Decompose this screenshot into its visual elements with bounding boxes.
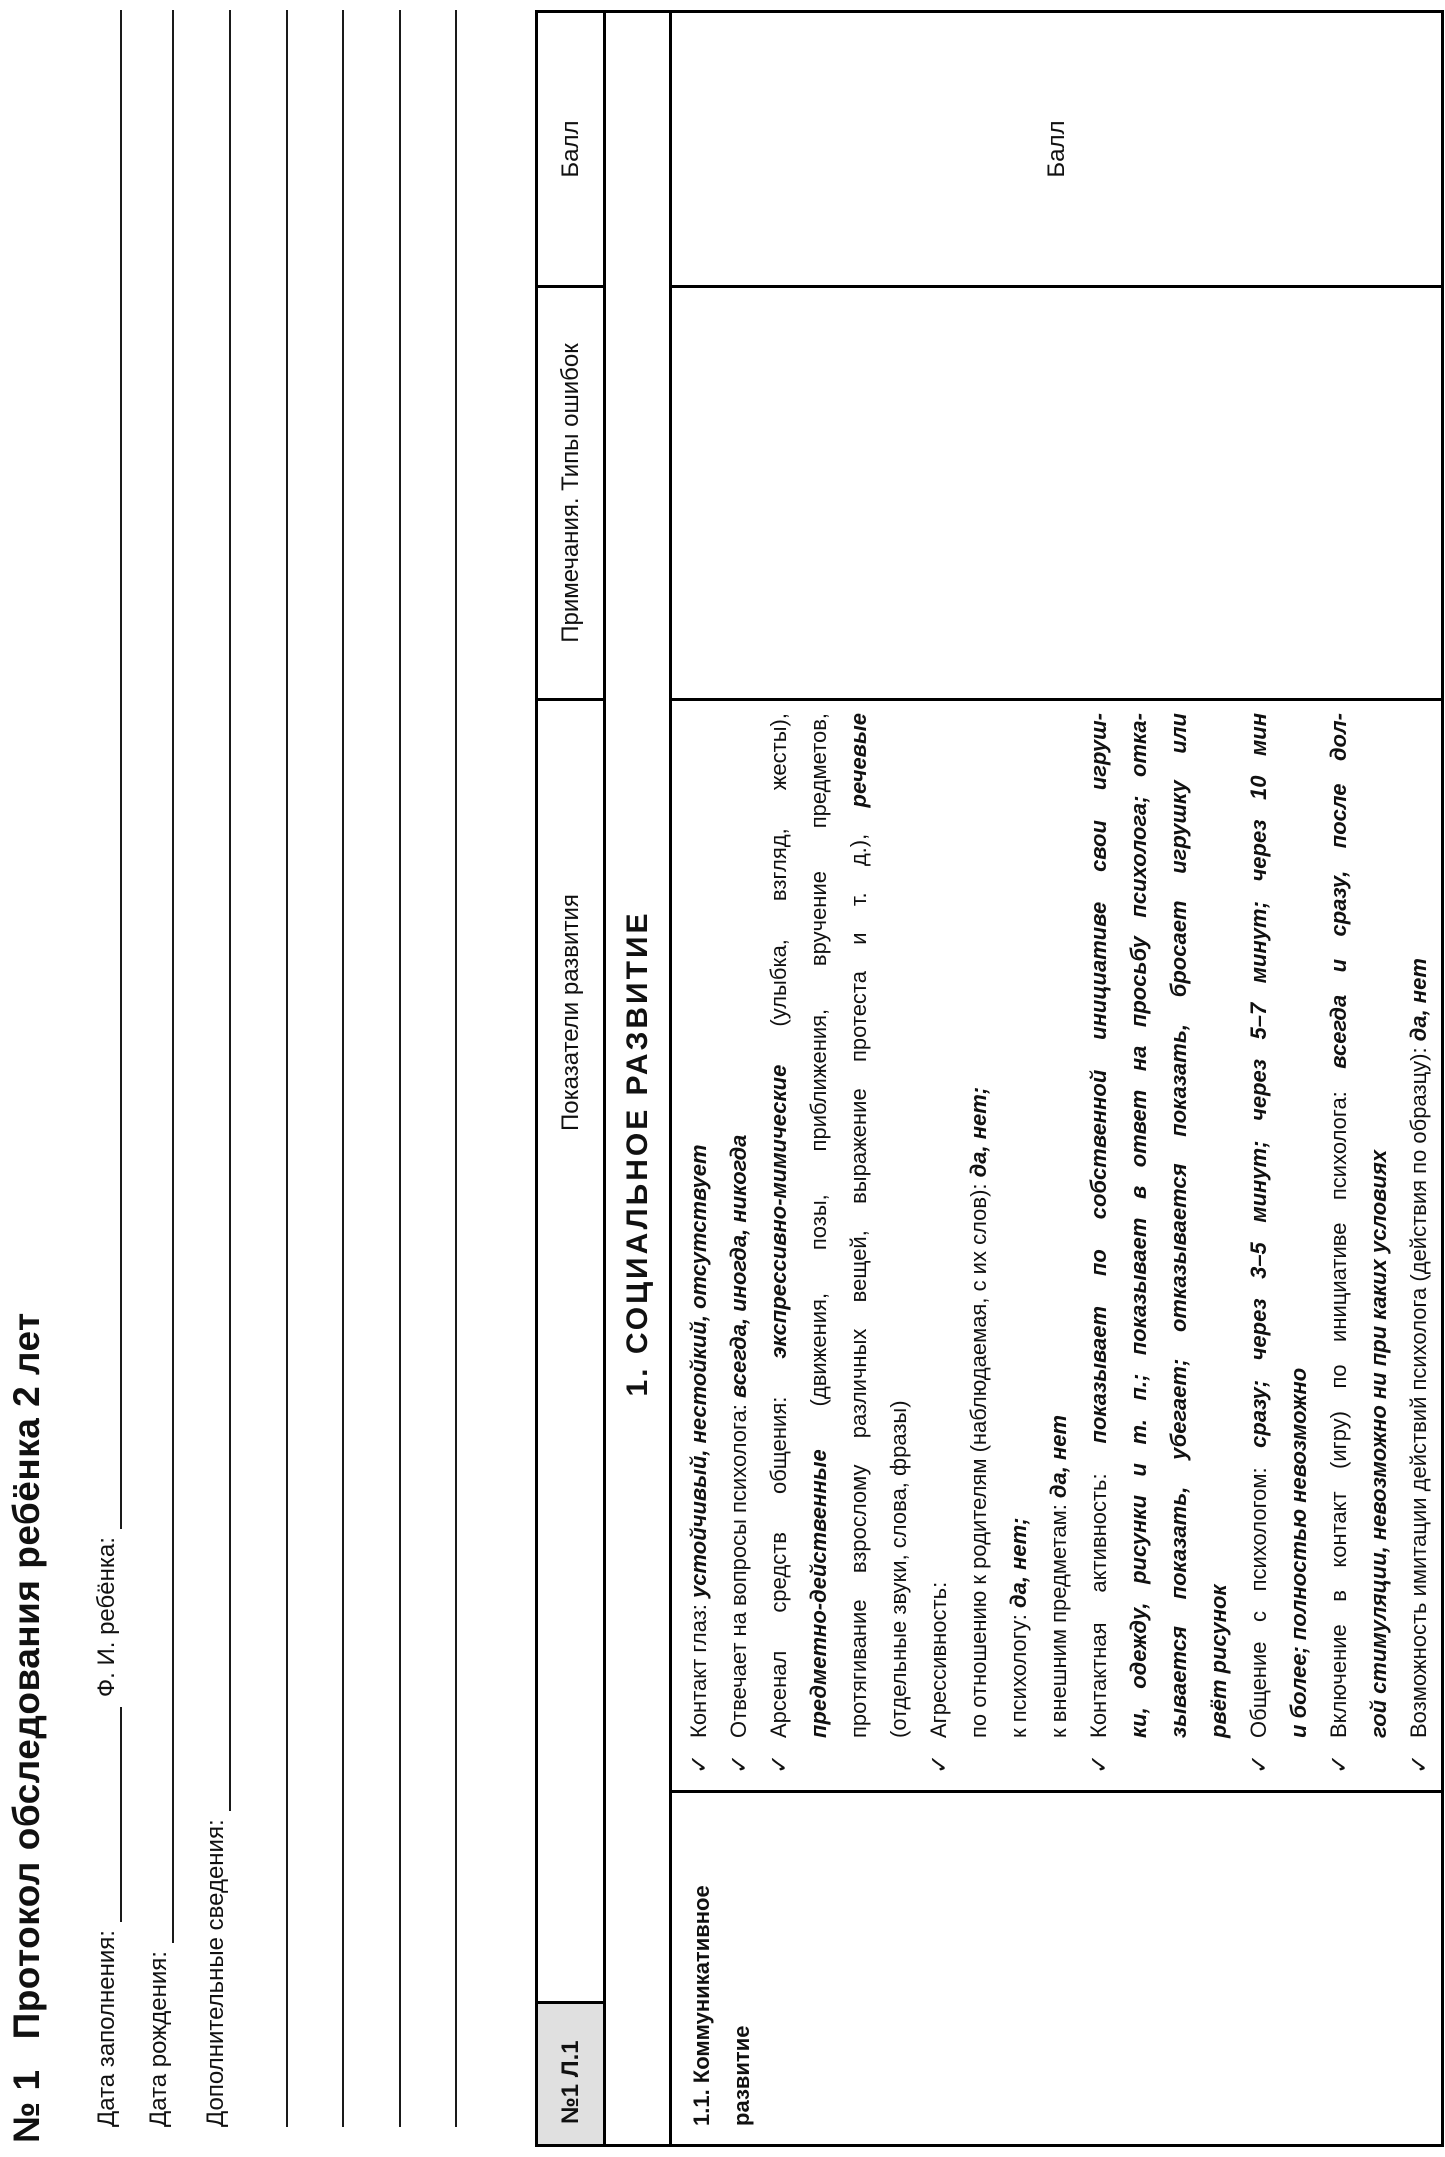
row-label: 1.1. Коммуникативное развитие (672, 1790, 1441, 2144)
check-icon: ✓ (1086, 1753, 1113, 1774)
check-icon: ✓ (766, 1753, 793, 1774)
line-text: к внешним предметам: (1046, 1498, 1071, 1738)
checklist-line (719, 713, 759, 1778)
page-title (6, 1312, 48, 2143)
section-title-row (606, 13, 672, 2144)
option-text-emphasis: да, нет; (966, 1086, 991, 1178)
header-cell-indicators: Показатели развития (538, 698, 603, 2001)
checklist-line (959, 713, 999, 1778)
protocol-title-text: Протокол обследования ребёнка 2 лет (6, 1312, 47, 2040)
line-text: Включение в контакт (игру) по инициативе психолога: (1326, 1068, 1351, 1738)
option-text-emphasis: да, нет (1046, 1414, 1071, 1499)
line-text: к психологу: (1006, 1607, 1031, 1738)
line-text: Агрессивность: (926, 1581, 951, 1738)
checklist (672, 698, 1441, 1790)
line-text: Отвечает на вопросы психолога: (726, 1397, 751, 1738)
checklist-line (1399, 713, 1439, 1778)
form-line-3 (197, 10, 231, 2127)
option-text-emphasis: речевые (846, 713, 871, 808)
check-icon: ✓ (1406, 1753, 1433, 1774)
line-text: Контакт глаз: (686, 1597, 711, 1738)
line-text: Контактная активность: (1086, 1443, 1111, 1738)
line-text: Возможность имитации действий психолога (действия по образцу): (1406, 1041, 1431, 1738)
ruled-line (86, 10, 122, 1529)
checklist-line (799, 713, 839, 1778)
header-cell-notes: Примечания. Типы ошибок (538, 285, 603, 698)
line-text: (отдельные звуки, слова, фразы) (886, 1400, 911, 1738)
option-text-emphasis: сразу; через 3–5 минут; через 5–7 минут; через 10 мин (1246, 713, 1271, 1448)
option-text-emphasis: рвёт рисунок (1206, 1584, 1231, 1738)
option-text-emphasis: да, нет (1406, 958, 1431, 1042)
checklist-line (1159, 713, 1199, 1778)
field-label-child-name: Ф. И. ребёнка: (93, 1537, 120, 1698)
option-text-emphasis: гой стимуляции, невозможно ни при каких условиях (1366, 1149, 1391, 1738)
checklist-line (759, 713, 799, 1778)
checklist-line (1279, 713, 1319, 1778)
check-icon: ✓ (686, 1753, 713, 1774)
option-text-emphasis: экспрессивно-мимические (766, 1064, 791, 1359)
form-line-2 (140, 10, 174, 2127)
checklist-line (999, 713, 1039, 1778)
field-label-birth-date: Дата рождения: (145, 1951, 172, 2127)
option-text-emphasis: показывает по собственной инициативе свои игруш- (1086, 713, 1111, 1444)
ruled-line (138, 10, 174, 1943)
field-label-additional-info: Дополнительные сведения: (202, 1819, 229, 2127)
ruled-line (421, 10, 457, 2127)
table-header-row (538, 13, 606, 2144)
form-blank-line (310, 10, 344, 2127)
section-title: 1. СОЦИАЛЬНОЕ РАЗВИТИЕ (620, 910, 654, 1397)
checklist-line (1199, 713, 1239, 1778)
check-icon: ✓ (1246, 1753, 1273, 1774)
form-line-1 (88, 10, 122, 2127)
checklist-line (839, 713, 879, 1778)
checklist-line (879, 713, 919, 1778)
ruled-line (86, 1707, 122, 1922)
line-text: (улыбка, взгляд, жесты), (766, 713, 791, 1065)
notes-cell-empty (672, 285, 1441, 698)
option-text-emphasis: и более; полностью невозможно (1286, 1367, 1311, 1738)
form-blank-line (254, 10, 288, 2127)
ruled-line (308, 10, 344, 2127)
line-text: протягивание взрослому различных вещей, выражение протеста и т. д.), (846, 807, 871, 1738)
header-cell-protocol-id: №1 Л.1 (538, 2001, 603, 2144)
field-label-fill-date: Дата заполнения: (93, 1930, 120, 2127)
ruled-line (195, 10, 231, 1811)
option-text-emphasis: ки, одежду, рисунки и т. п.; показывает в ответ на просьбу психолога; отка- (1126, 713, 1151, 1738)
ruled-line (365, 10, 401, 2127)
checklist-line (1239, 713, 1279, 1778)
score-cell: Балл (1042, 120, 1070, 178)
checklist-line (679, 713, 719, 1778)
ruled-line (252, 10, 288, 2127)
line-text: по отношению к родителям (наблюдаемая, с их слов): (966, 1177, 991, 1738)
check-icon: ✓ (926, 1753, 953, 1774)
protocol-table (535, 10, 1444, 2147)
form-blank-line (423, 10, 457, 2127)
checklist-line (1119, 713, 1159, 1778)
form-blank-line (367, 10, 401, 2127)
checklist-line (1079, 713, 1119, 1778)
check-icon: ✓ (726, 1753, 753, 1774)
option-text-emphasis: зывается показать, убегает; отказывается показать, бросает игрушку или (1166, 713, 1191, 1738)
table-body-row (672, 13, 1441, 2144)
option-text-emphasis: предметно-действенные (806, 1449, 831, 1738)
option-text-emphasis: всегда и сразу, после дол- (1326, 713, 1351, 1069)
option-text-emphasis: да, нет; (1006, 1517, 1031, 1608)
line-text: Общение с психологом: (1246, 1447, 1271, 1738)
checklist-line (1039, 713, 1079, 1778)
option-text-emphasis: устойчивый, нестойкий, отсутствует (686, 1144, 711, 1598)
protocol-number: № 1 (6, 2069, 47, 2143)
line-text: (движения, позы, приближения, вручение предметов, (806, 713, 831, 1450)
header-cell-score: Балл (556, 120, 584, 178)
checklist-line (919, 713, 959, 1778)
checklist-line (1319, 713, 1359, 1778)
checklist-line (1359, 713, 1399, 1778)
option-text-emphasis: всегда, иногда, никогда (726, 1134, 751, 1398)
line-text: Арсенал средств общения: (766, 1358, 791, 1738)
check-icon: ✓ (1326, 1753, 1353, 1774)
